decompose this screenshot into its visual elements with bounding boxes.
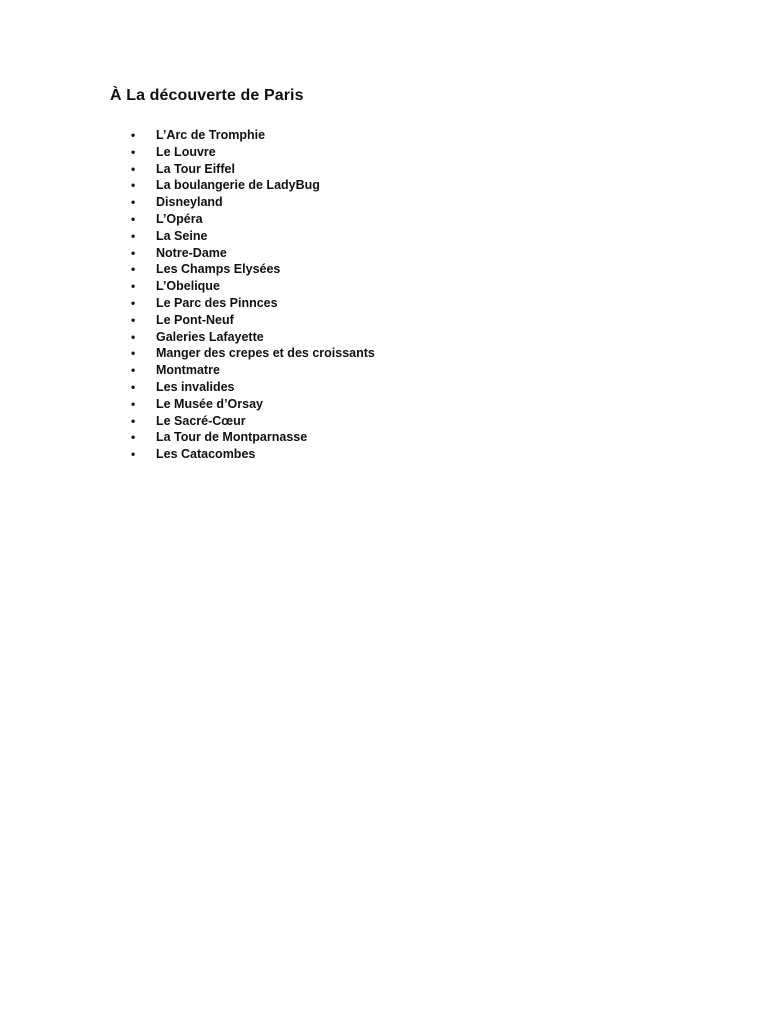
list-item-label: Les Catacombes bbox=[156, 447, 256, 462]
list-item-label: Le Musée d’Orsay bbox=[156, 396, 263, 411]
list-item-label: Galeries Lafayette bbox=[156, 329, 264, 344]
bullet-icon: • bbox=[131, 447, 136, 462]
list-item-label: Disneyland bbox=[156, 195, 223, 210]
list-item-label: Les invalides bbox=[156, 379, 235, 394]
list-item-label: L’Obelique bbox=[156, 279, 220, 294]
bullet-icon: • bbox=[131, 295, 136, 310]
bullet-icon: • bbox=[131, 128, 136, 142]
bullet-icon: • bbox=[131, 178, 136, 193]
bullet-icon: • bbox=[131, 279, 136, 294]
bullet-icon: • bbox=[131, 430, 136, 445]
bullet-icon: • bbox=[131, 228, 136, 243]
bullet-icon: • bbox=[131, 413, 136, 428]
list-item-label: La Tour Eiffel bbox=[156, 161, 235, 176]
list-item-label: Le Pont-Neuf bbox=[156, 312, 234, 327]
bullet-icon: • bbox=[131, 262, 136, 277]
list-item-label: Le Sacré-Cœur bbox=[156, 413, 246, 428]
list-item-label: Montmatre bbox=[156, 363, 220, 378]
bullet-icon: • bbox=[131, 195, 136, 210]
list-item-label: Manger des crepes et des croissants bbox=[156, 346, 375, 361]
bullet-icon: • bbox=[131, 363, 136, 378]
list-item-label: Les Champs Elysées bbox=[156, 262, 281, 277]
list-item-label: La Seine bbox=[156, 228, 208, 243]
list-item-label: La boulangerie de LadyBug bbox=[156, 178, 320, 193]
bullet-icon: • bbox=[131, 346, 136, 361]
page-title: À La découverte de Paris bbox=[110, 87, 304, 104]
bullet-icon: • bbox=[131, 144, 136, 159]
bullet-icon: • bbox=[131, 396, 136, 411]
bullet-icon: • bbox=[131, 211, 136, 226]
bullet-icon: • bbox=[131, 245, 136, 260]
bullet-icon: • bbox=[131, 379, 136, 394]
list-item-label: Notre-Dame bbox=[156, 245, 227, 260]
list-item-label: L’Opéra bbox=[156, 211, 203, 226]
bullet-icon: • bbox=[131, 312, 136, 327]
bullet-icon: • bbox=[131, 329, 136, 344]
list-item-label: L’Arc de Tromphie bbox=[156, 128, 266, 142]
list-item-label: Le Parc des Pinnces bbox=[156, 295, 278, 310]
list-item-label: Le Louvre bbox=[156, 144, 216, 159]
bullet-icon: • bbox=[131, 161, 136, 176]
list-item-label: La Tour de Montparnasse bbox=[156, 430, 308, 445]
